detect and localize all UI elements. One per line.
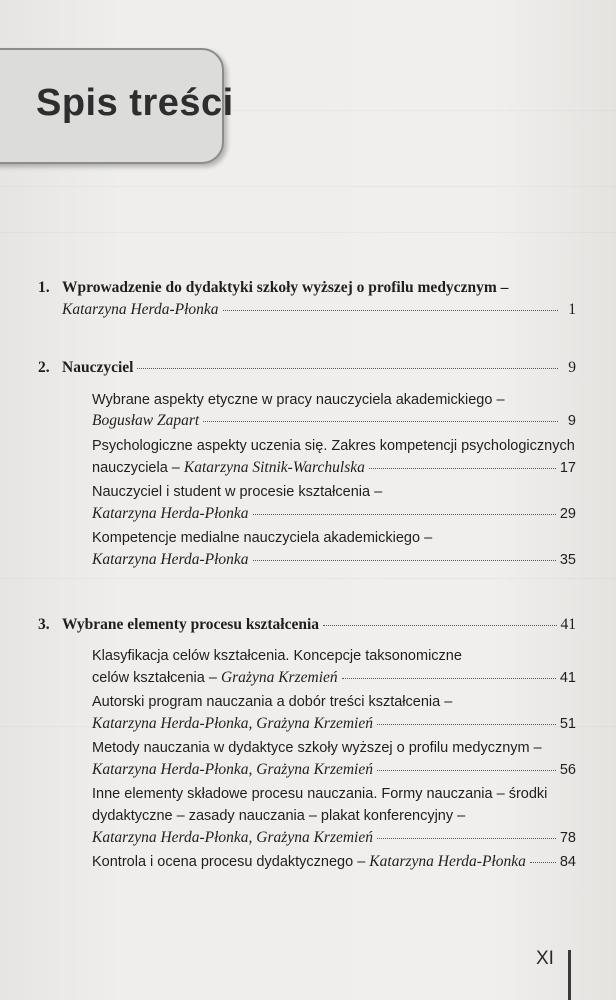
- section-author: Katarzyna Herda-Płonka, Grażyna Krzemień: [92, 715, 373, 732]
- section-title-line: Inne elementy składowe procesu nauczania. Formy nauczania – środki: [92, 786, 548, 802]
- section-author: Grażyna Krzemień: [220, 669, 338, 686]
- page-ref: 78: [559, 830, 576, 846]
- chapter-title: Nauczyciel: [62, 359, 134, 376]
- section-title-line: Psychologiczne aspekty uczenia się. Zakres kompetencji psychologicznych: [92, 438, 575, 454]
- dot-leader: [377, 837, 556, 839]
- chapter-author: Katarzyna Herda-Płonka: [62, 301, 219, 318]
- page-edge-bar: [568, 950, 571, 1000]
- page-ref: 41: [559, 670, 576, 686]
- section-author: Katarzyna Herda-Płonka: [92, 505, 249, 522]
- page-ref: 9: [567, 413, 576, 429]
- dot-leader: [253, 559, 556, 561]
- chapter-1-entry[interactable]: [62, 300, 576, 320]
- section-author: Katarzyna Herda-Płonka: [92, 551, 249, 568]
- chapter-2-entry[interactable]: [38, 358, 576, 378]
- section-entry[interactable]: [92, 550, 576, 570]
- section-author: Katarzyna Herda-Płonka: [369, 853, 526, 870]
- section-entry[interactable]: Kontrola i ocena procesu dydaktycznego – Katarzyna Herda-Płonka 84: [92, 853, 576, 870]
- section-entry[interactable]: [92, 504, 576, 524]
- chapter-title: Wybrane elementy procesu kształcenia: [62, 616, 320, 633]
- dot-leader: [203, 420, 558, 422]
- dot-leader: [377, 723, 556, 725]
- section-entry[interactable]: [92, 828, 576, 848]
- dot-leader: [137, 367, 558, 369]
- section-author: Katarzyna Herda-Płonka, Grażyna Krzemień: [92, 829, 373, 846]
- page-ref: 29: [559, 506, 576, 522]
- dot-leader: [223, 309, 558, 311]
- section-entry[interactable]: [92, 411, 576, 431]
- page-ref: 41: [560, 616, 576, 633]
- dot-leader: [253, 513, 556, 515]
- section-title-line: Autorski program nauczania a dobór treści kształcenia –: [92, 694, 453, 710]
- section-author: Katarzyna Herda-Płonka, Grażyna Krzemień: [92, 761, 373, 778]
- section-entry[interactable]: celów kształcenia – Grażyna Krzemień 41: [92, 669, 576, 686]
- section-entry[interactable]: [92, 714, 576, 734]
- section-title-line: dydaktyczne – zasady nauczania – plakat konferencyjny –: [92, 808, 466, 824]
- page-ref: 84: [559, 854, 576, 870]
- page-title: Spis treści: [36, 82, 234, 124]
- page-ref: 9: [568, 359, 576, 376]
- chapter-title: Wprowadzenie do dydaktyki szkoły wyższej o profilu medycznym –: [62, 279, 509, 296]
- chapter-1-title-line: [38, 278, 578, 298]
- chapter-number: 1.: [38, 279, 50, 296]
- section-title-line: Klasyfikacja celów kształcenia. Koncepcje taksonomiczne: [92, 648, 462, 664]
- section-entry[interactable]: [92, 760, 576, 780]
- page-ref: 35: [559, 552, 576, 568]
- page-number: XI: [536, 948, 554, 969]
- section-title-line: Kompetencje medialne nauczyciela akademickiego –: [92, 530, 433, 546]
- dot-leader: [342, 677, 556, 679]
- section-title-line: Metody nauczania w dydaktyce szkoły wyższej o profilu medycznym –: [92, 740, 542, 756]
- page-ref: 17: [559, 460, 576, 476]
- page-ref: 51: [559, 716, 576, 732]
- section-author: Bogusław Zapart: [92, 412, 200, 429]
- page-ref: 1: [568, 301, 576, 318]
- dot-leader: [369, 467, 556, 469]
- section-title-line: Nauczyciel i student w procesie kształcenia –: [92, 484, 383, 500]
- chapter-number: 2.: [38, 359, 50, 376]
- dot-leader: [530, 861, 556, 863]
- page-ref: 56: [559, 762, 576, 778]
- dot-leader: [377, 769, 556, 771]
- dot-leader: [323, 624, 556, 626]
- section-entry[interactable]: nauczyciela – Katarzyna Sitnik-Warchulska 17: [92, 459, 576, 476]
- chapter-number: 3.: [38, 616, 50, 633]
- chapter-3-entry[interactable]: [38, 615, 576, 635]
- section-author: Katarzyna Sitnik-Warchulska: [183, 459, 365, 476]
- section-title-line: Wybrane aspekty etyczne w pracy nauczyciela akademickiego –: [92, 392, 505, 408]
